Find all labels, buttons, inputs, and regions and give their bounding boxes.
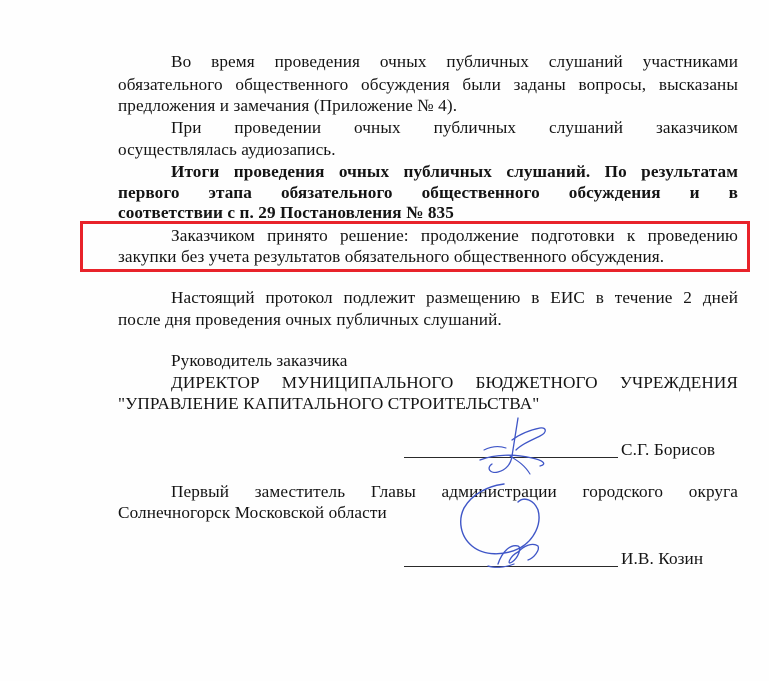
signatory-1-heading: Руководитель заказчика — [171, 351, 348, 370]
signature-2-image — [448, 480, 568, 580]
paragraph-2-line-1: При проведении очных публичных слушаний заказчиком — [171, 118, 738, 137]
paragraph-1-line-2: обязательного общественного обсуждения были заданы вопросы, высказаны — [118, 75, 738, 94]
paragraph-1-line-1: Во время проведения очных публичных слушаний участниками — [171, 52, 738, 71]
paragraph-5-line-1: Настоящий протокол подлежит размещению в ЕИС в течение 2 дней — [171, 288, 738, 307]
paragraph-2-line-2: осуществлялась аудиозапись. — [118, 140, 336, 159]
results-heading-line-3: соответствии с п. 29 Постановления № 835 — [118, 203, 454, 222]
signatory-2-position-line-2: Солнечногорск Московской области — [118, 503, 387, 522]
paragraph-1-line-3: предложения и замечания (Приложение № 4). — [118, 96, 458, 115]
signatory-1-name: С.Г. Борисов — [621, 440, 716, 459]
signatory-1-position-line-2: "УПРАВЛЕНИЕ КАПИТАЛЬНОГО СТРОИТЕЛЬСТВА" — [118, 394, 540, 413]
results-heading-line-2: первого этапа обязательного общественного обсуждения и в — [118, 183, 738, 202]
signatory-2-name: И.В. Козин — [621, 549, 704, 568]
signatory-2-position-line-1: Первый заместитель Главы администрации городского округа — [171, 482, 738, 501]
signature-1-image — [470, 410, 560, 482]
paragraph-5-line-2: после дня проведения очных публичных слушаний. — [118, 310, 502, 329]
decision-line-1: Заказчиком принято решение: продолжение подготовки к проведению — [171, 226, 738, 245]
results-heading-line-1: Итоги проведения очных публичных слушаний. По результатам — [171, 162, 738, 181]
signatory-1-position-line-1: ДИРЕКТОР МУНИЦИПАЛЬНОГО БЮДЖЕТНОГО УЧРЕЖДЕНИЯ — [171, 373, 738, 392]
decision-line-2: закупки без учета результатов обязательного общественного обсуждения. — [118, 247, 665, 266]
